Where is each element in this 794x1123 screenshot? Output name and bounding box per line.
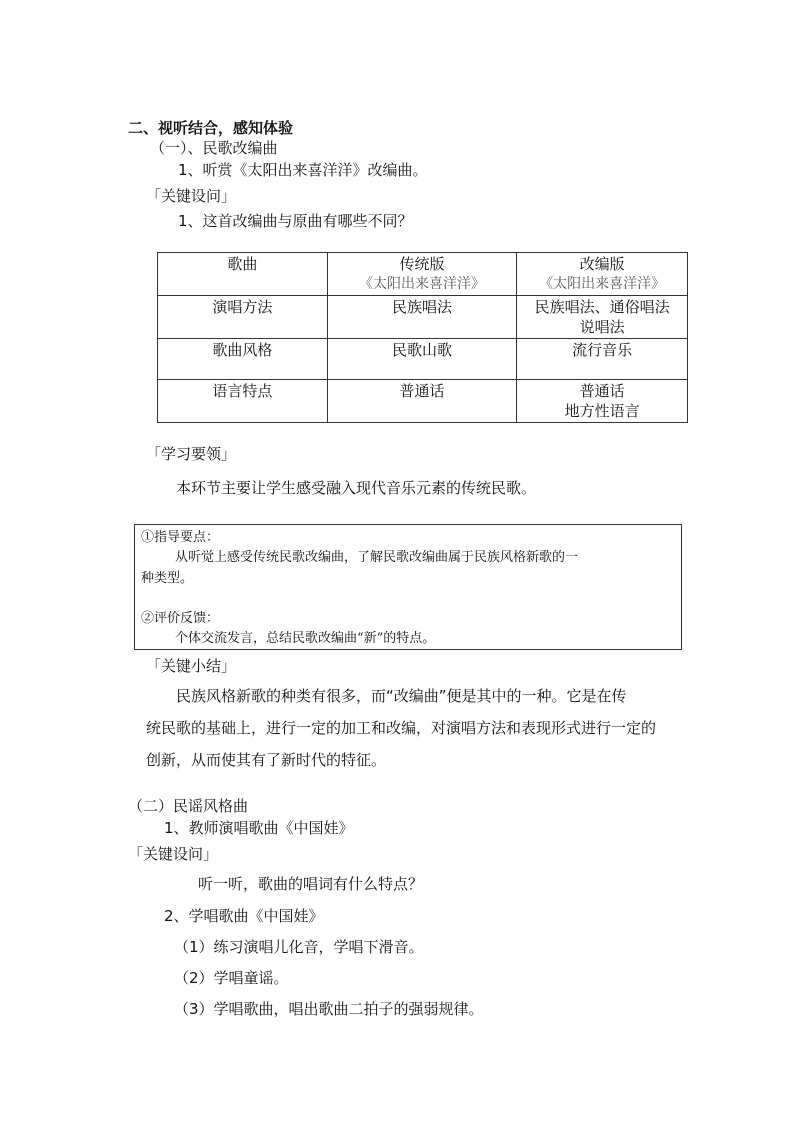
- header-sub: 《太阳出来喜洋洋》: [358, 276, 485, 292]
- table-row: [158, 296, 688, 339]
- teacher-sing-item: 1、教师演唱歌曲《中国娃》: [164, 819, 354, 837]
- step-item: （1）练习演唱儿化音，学唱下滑音。: [174, 938, 424, 956]
- step-item: （3）学唱歌曲，唱出歌曲二拍子的强弱规律。: [174, 1000, 484, 1018]
- guide-text-line2: 种类型。: [141, 571, 194, 586]
- comparison-table: [157, 252, 688, 423]
- subsection2-title: （二）民谣风格曲: [128, 797, 249, 815]
- header-sub: 《太阳出来喜洋洋》: [539, 276, 666, 292]
- summary-label: 「关键小结」: [146, 657, 237, 675]
- guide-title: ①指导要点：: [141, 530, 220, 545]
- section-title: 二、视听结合，感知体验: [128, 119, 294, 137]
- table-cell: 歌曲风格: [158, 339, 328, 380]
- tips-box: [134, 524, 682, 650]
- question-text-2: 听一听，歌曲的唱词有什么特点？: [198, 875, 424, 893]
- summary-line3: 创新，从而使其有了新时代的特征。: [146, 751, 387, 769]
- feedback-text: 个体交流发言，总结民歌改编曲“新”的特点。: [175, 631, 436, 646]
- listen-item: 1、听赏《太阳出来喜洋洋》改编曲。: [178, 161, 428, 179]
- table-row: [158, 339, 688, 380]
- step-item: （2）学唱童谣。: [174, 969, 289, 987]
- table-cell: 流行音乐: [517, 339, 688, 380]
- table-row: [158, 380, 688, 423]
- study-text: 本环节主要让学生感受融入现代音乐元素的传统民歌。: [176, 479, 537, 497]
- question-text: 1、这首改编曲与原曲有哪些不同？: [178, 212, 413, 230]
- table-header-cell: [517, 253, 688, 296]
- cell-line: 民族唱法、通俗唱法: [534, 298, 670, 316]
- table-cell: 演唱方法: [158, 296, 328, 339]
- table-header-row: [158, 253, 688, 296]
- header-main: 改编版: [579, 255, 625, 273]
- guide-text-line1: 从听觉上感受传统民歌改编曲，了解民歌改编曲属于民族风格新歌的一: [175, 550, 579, 565]
- learn-song-item: 2、学唱歌曲《中国娃》: [164, 907, 324, 925]
- header-main: 歌曲: [227, 255, 258, 273]
- table-header-cell: [327, 253, 517, 296]
- table-cell: [517, 296, 688, 339]
- table-cell: 民歌山歌: [327, 339, 517, 380]
- cell-line: 普通话: [579, 382, 625, 400]
- table-header-cell: [158, 253, 328, 296]
- study-label: 「学习要领」: [146, 445, 237, 463]
- summary-line2: 统民歌的基础上，进行一定的加工和改编，对演唱方法和表现形式进行一定的: [146, 719, 657, 737]
- feedback-title: ②评价反馈：: [141, 611, 220, 626]
- table-cell: 普通话: [327, 380, 517, 423]
- cell-line: 地方性语言: [564, 402, 640, 420]
- key-question-label-2: 「关键设问」: [128, 845, 219, 863]
- table-cell: 语言特点: [158, 380, 328, 423]
- table-cell: [517, 380, 688, 423]
- table-cell: 民族唱法: [327, 296, 517, 339]
- cell-line: 说唱法: [579, 318, 625, 336]
- key-question-label: 「关键设问」: [146, 187, 237, 205]
- subsection-title: （一）、民歌改编曲: [150, 139, 278, 157]
- header-main: 传统版: [399, 255, 445, 273]
- summary-line1: 民族风格新歌的种类有很多，而“改编曲”便是其中的一种。它是在传: [176, 687, 627, 705]
